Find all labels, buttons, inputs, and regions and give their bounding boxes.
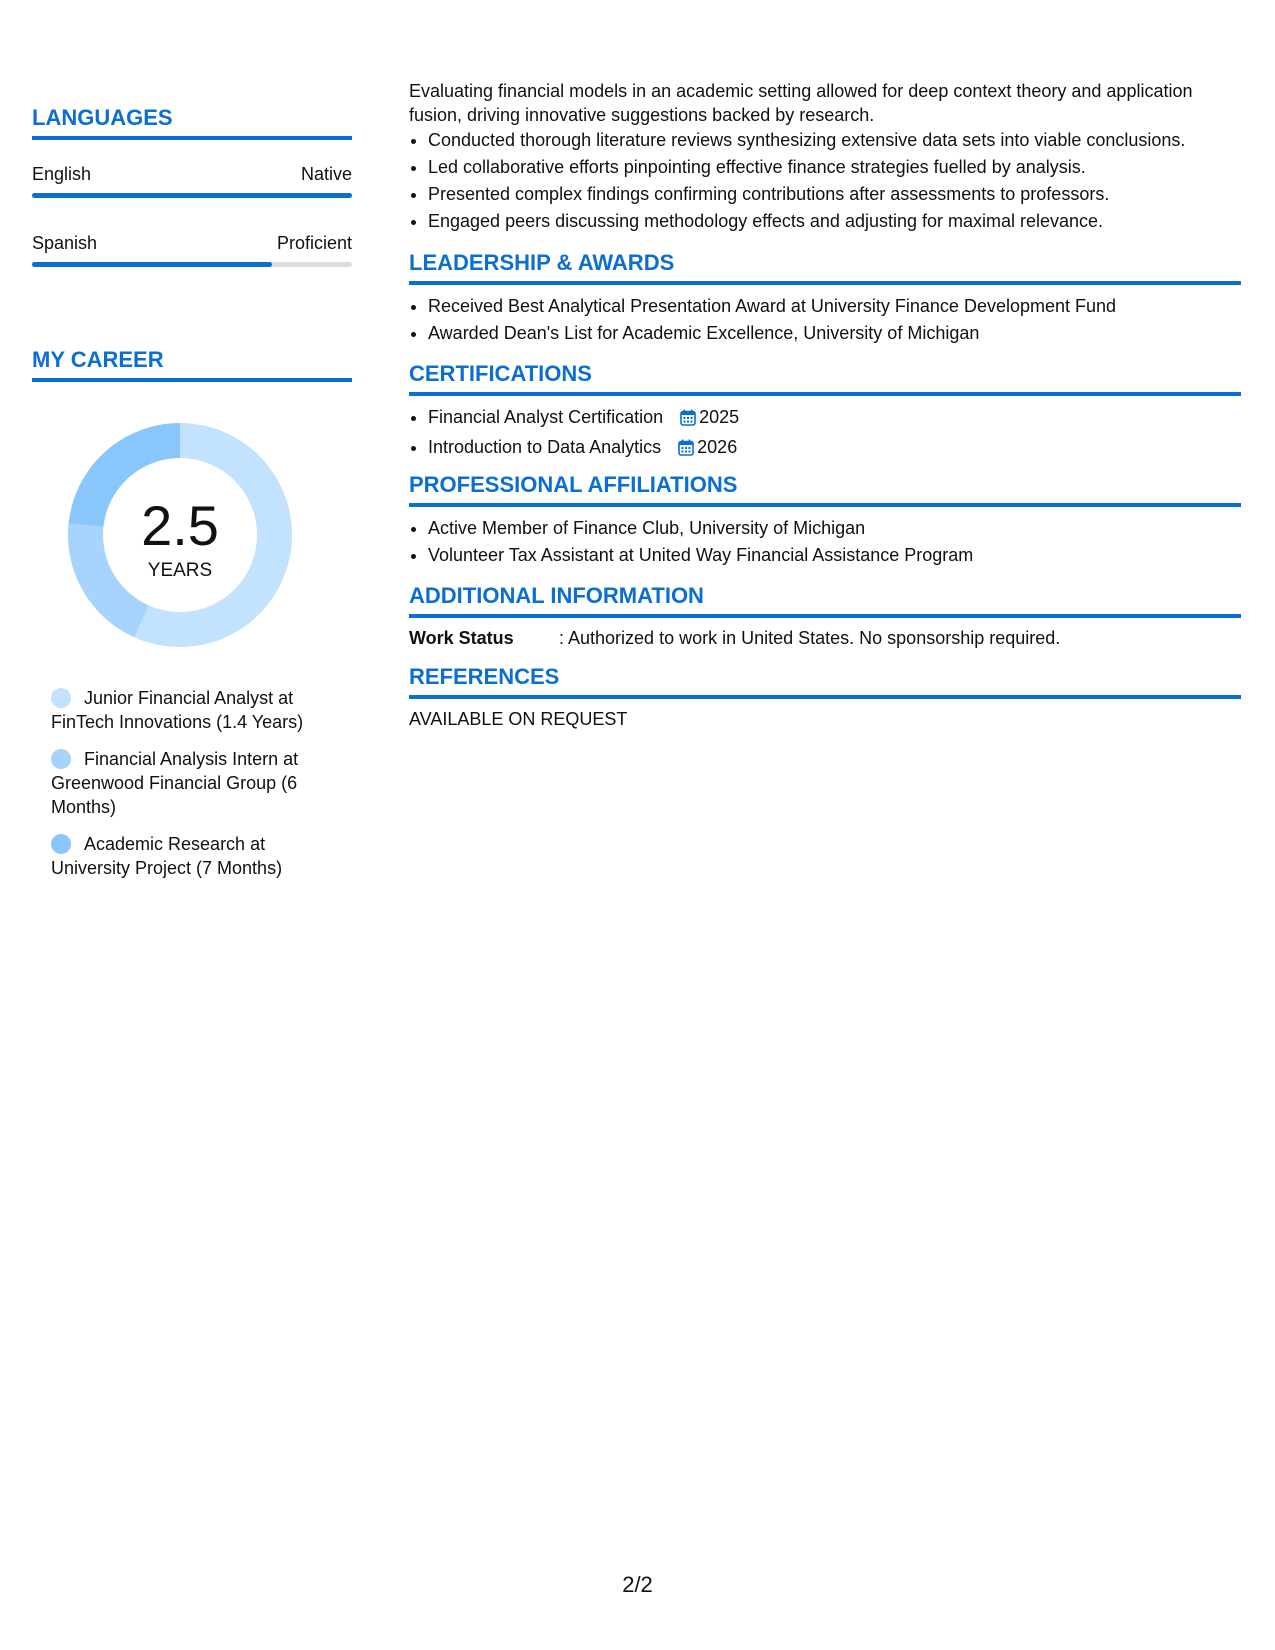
experience-bullet: • Engaged peers discussing methodology effects and adjusting for maximal relevance. [428,208,1260,235]
legend-dot [51,688,71,708]
calendar-icon [680,407,696,434]
certification-year: 2025 [699,407,740,427]
references-title: REFERENCES [409,664,1241,699]
certifications-section [409,361,1241,464]
affiliations-list [409,515,1241,569]
experience-bullet: • Led collaborative efforts pinpointing effective finance strategies fuelled by analysis. [428,154,1260,181]
references-section [409,664,1241,731]
references-text: AVAILABLE ON REQUEST [409,709,628,729]
career-legend-item [51,832,331,880]
work-status-label: Work Status [409,628,514,648]
experience-bullets [409,127,1260,235]
language-item-english [32,163,352,198]
language-name: English [32,164,92,184]
career-legend [51,686,331,893]
additional-info-title: ADDITIONAL INFORMATION [409,583,1241,618]
certification-name: Introduction to Data Analytics [428,437,662,457]
career-legend-item [51,686,331,734]
language-proficiency-bar [32,193,352,198]
language-name: Spanish [32,233,98,253]
career-total-years: 2.5 [141,494,219,557]
language-proficiency-bar [32,262,352,267]
certification-year: 2026 [697,437,738,457]
languages-title: LANGUAGES [32,105,352,140]
affiliations-section [409,472,1241,569]
page-number: 2/2 [622,1572,653,1597]
career-legend-item [51,747,331,819]
experience-bullet: • Conducted thorough literature reviews synthesizing extensive data sets into viable conclusions. [428,127,1260,154]
leadership-section [409,250,1241,347]
additional-info-section [409,583,1241,650]
certification-item [428,404,1241,434]
language-level: Native [300,164,352,184]
legend-label: Junior Financial Analyst at FinTech Innovations (1.4 Years) [51,688,304,732]
affiliation-item: • Active Member of Finance Club, University of Michigan [428,515,1241,542]
work-status-row [409,626,1241,650]
career-title: MY CAREER [32,347,352,382]
language-proficiency-fill [32,193,352,198]
leadership-item: • Awarded Dean's List for Academic Excellence, University of Michigan [428,320,1241,347]
leadership-list [409,293,1241,347]
career-total-unit: YEARS [147,560,213,581]
language-proficiency-fill [32,262,272,267]
legend-dot [51,834,71,854]
leadership-title: LEADERSHIP & AWARDS [409,250,1241,285]
experience-bullet: • Presented complex findings confirming contributions after assessments to professors. [428,181,1260,208]
certification-item [428,434,1241,464]
language-item-spanish [32,232,352,267]
career-donut-chart [65,420,295,650]
work-status-value: : Authorized to work in United States. No sponsorship required. [559,628,1061,648]
certifications-title: CERTIFICATIONS [409,361,1241,396]
legend-label: Academic Research at University Project (7 Months) [51,834,283,878]
language-level: Proficient [276,233,352,253]
legend-label: Financial Analysis Intern at Greenwood Financial Group (6 Months) [51,749,299,817]
certifications-list [409,404,1241,464]
affiliation-item: • Volunteer Tax Assistant at United Way Financial Assistance Program [428,542,1241,569]
affiliations-title: PROFESSIONAL AFFILIATIONS [409,472,1241,507]
legend-dot [51,749,71,769]
leadership-item: • Received Best Analytical Presentation Award at University Finance Development Fund [428,293,1241,320]
certification-name: Financial Analyst Certification [428,407,664,427]
experience-description: Evaluating financial models in an academic setting allowed for deep context theory and application fusion, driving innovative suggestions backed by research. [409,81,1193,125]
calendar-icon [678,437,694,464]
